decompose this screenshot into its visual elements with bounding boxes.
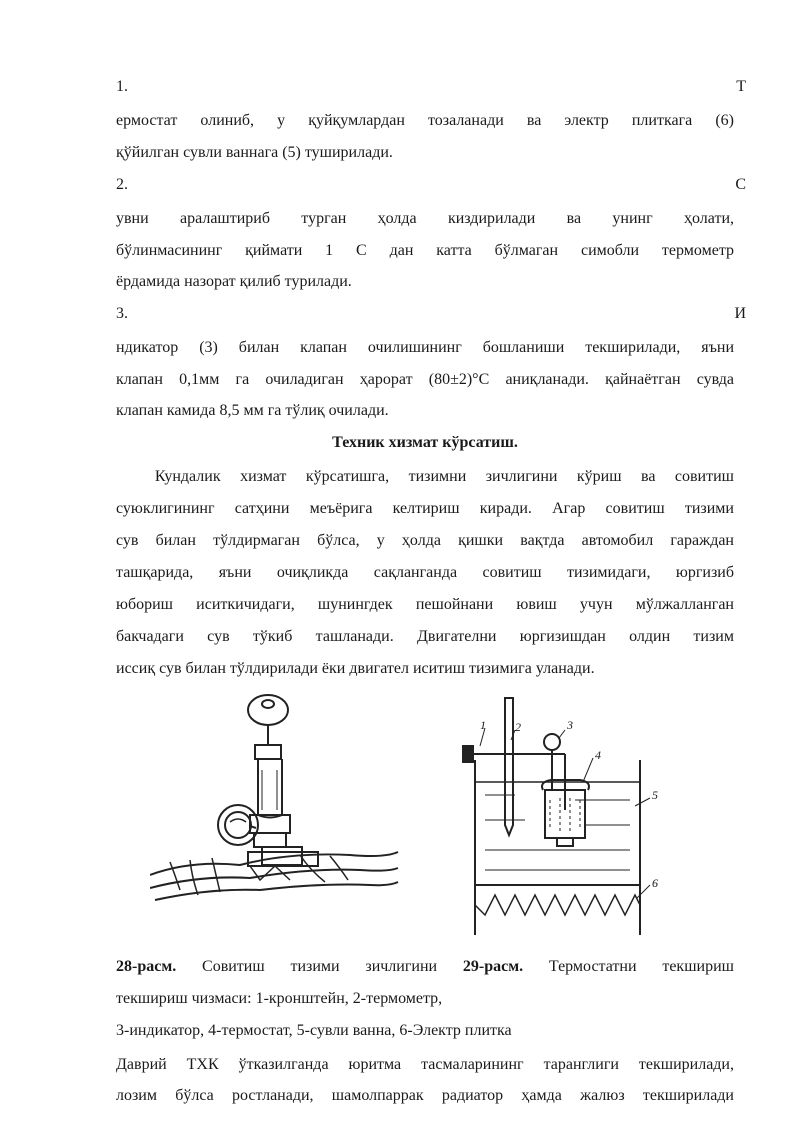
- list-item-3-line-2: клапан 0,1мм га очиладиган ҳарорат (80±2)°С аниқланади. қайнаётган сувда: [116, 371, 734, 388]
- list-item-2-line-3: ёрдамида назорат қилиб турилади.: [116, 273, 352, 290]
- list-number: 3.: [116, 305, 128, 322]
- list-item-1-header: [116, 74, 746, 100]
- figure-caption-line-1: [116, 954, 734, 980]
- tail-line-2: лозим бўлса ростланади, шамолпаррак радиатор ҳамда жалюз текширилади: [116, 1087, 734, 1104]
- list-initial-letter: И: [734, 305, 746, 322]
- paragraph-line-6: бакчадаги сув тўкиб ташланади. Двигателни юргизишдан олдин тизим: [116, 628, 734, 645]
- list-initial-letter: С: [735, 176, 746, 193]
- list-item-1-line-1: ермостат олиниб, у қуйқумлардан тозаланади ва электр плиткага (6): [116, 112, 734, 129]
- caption-word: зичлигини: [365, 958, 438, 975]
- figure-28-label: 28-расм.: [116, 958, 177, 975]
- list-initial-letter: Т: [736, 78, 746, 95]
- figure-29-label: 29-расм.: [462, 958, 524, 975]
- list-number: 2.: [116, 176, 128, 193]
- list-item-2-line-2: бўлинмасининг қиймати 1 С дан катта бўлмаган симобли термометр: [116, 242, 734, 259]
- list-item-3-line-1: ндикатор (3) билан клапан очилишининг бошланиши текширилади, яъни: [116, 339, 734, 356]
- figure-29-label-3: 3: [567, 718, 573, 732]
- figure-29-label-1: 1: [480, 718, 486, 732]
- figure-28-pressure-tester: [150, 690, 400, 915]
- figure-caption-line-2: текшириш чизмаси: 1-кронштейн, 2-термометр,: [116, 990, 443, 1007]
- list-item-2-line-1: увни аралаштириб турган ҳолда киздирилади ва унинг ҳолати,: [116, 210, 734, 227]
- caption-word: Совитиш: [202, 958, 265, 975]
- caption-word: Термостатни: [548, 958, 637, 975]
- figure-29-label-6: 6: [652, 876, 658, 890]
- paragraph-line-1: Кундалик хизмат кўрсатишга, тизимни зичлигини кўриш ва совитиш: [116, 468, 734, 485]
- section-heading: Техник хизмат кўрсатиш.: [332, 434, 518, 451]
- paragraph-line-2: суюклигининг сатҳини меъёрига келтириш киради. Агар совитиш тизими: [116, 500, 734, 517]
- pressure-tester-illustration: [150, 690, 400, 915]
- paragraph-line-3: сув билан тўлдирмаган бўлса, у ҳолда қишки вақтда автомобил гараждан: [116, 532, 734, 549]
- paragraph-line-4: ташқарида, яъни очиқликда сақланганда совитиш тизимидаги, юргизиб: [116, 564, 734, 581]
- figure-29-label-4: 4: [595, 748, 601, 762]
- tail-line-1: Даврий ТХК ўтказилганда юритма тасмаларининг таранглиги текширилади,: [116, 1056, 734, 1073]
- paragraph-line-7: иссиқ сув билан тўлдирилади ёки двигател иситиш тизимига уланади.: [116, 660, 595, 677]
- figure-29-label-5: 5: [652, 788, 658, 802]
- list-number: 1.: [116, 78, 128, 95]
- paragraph-line-5: юбориш иситкичидаги, шунингдек пешойнани ювиш учун мўлжалланган: [116, 596, 734, 613]
- list-item-3-line-3: клапан камида 8,5 мм га тўлиқ очилади.: [116, 402, 389, 419]
- thermostat-test-illustration: [455, 690, 665, 940]
- list-item-3-header: [116, 301, 746, 327]
- caption-word: текшириш: [662, 958, 734, 975]
- list-item-1-line-2: қўйилган сувли ваннага (5) туширилади.: [116, 144, 393, 161]
- caption-word: тизими: [290, 958, 340, 975]
- figure-29-label-2: 2: [515, 720, 521, 734]
- figure-29-thermostat-test: [455, 690, 665, 940]
- figure-caption-line-3: 3-индикатор, 4-термостат, 5-сувли ванна, 6-Электр плитка: [116, 1022, 512, 1039]
- list-item-2-header: [116, 172, 746, 198]
